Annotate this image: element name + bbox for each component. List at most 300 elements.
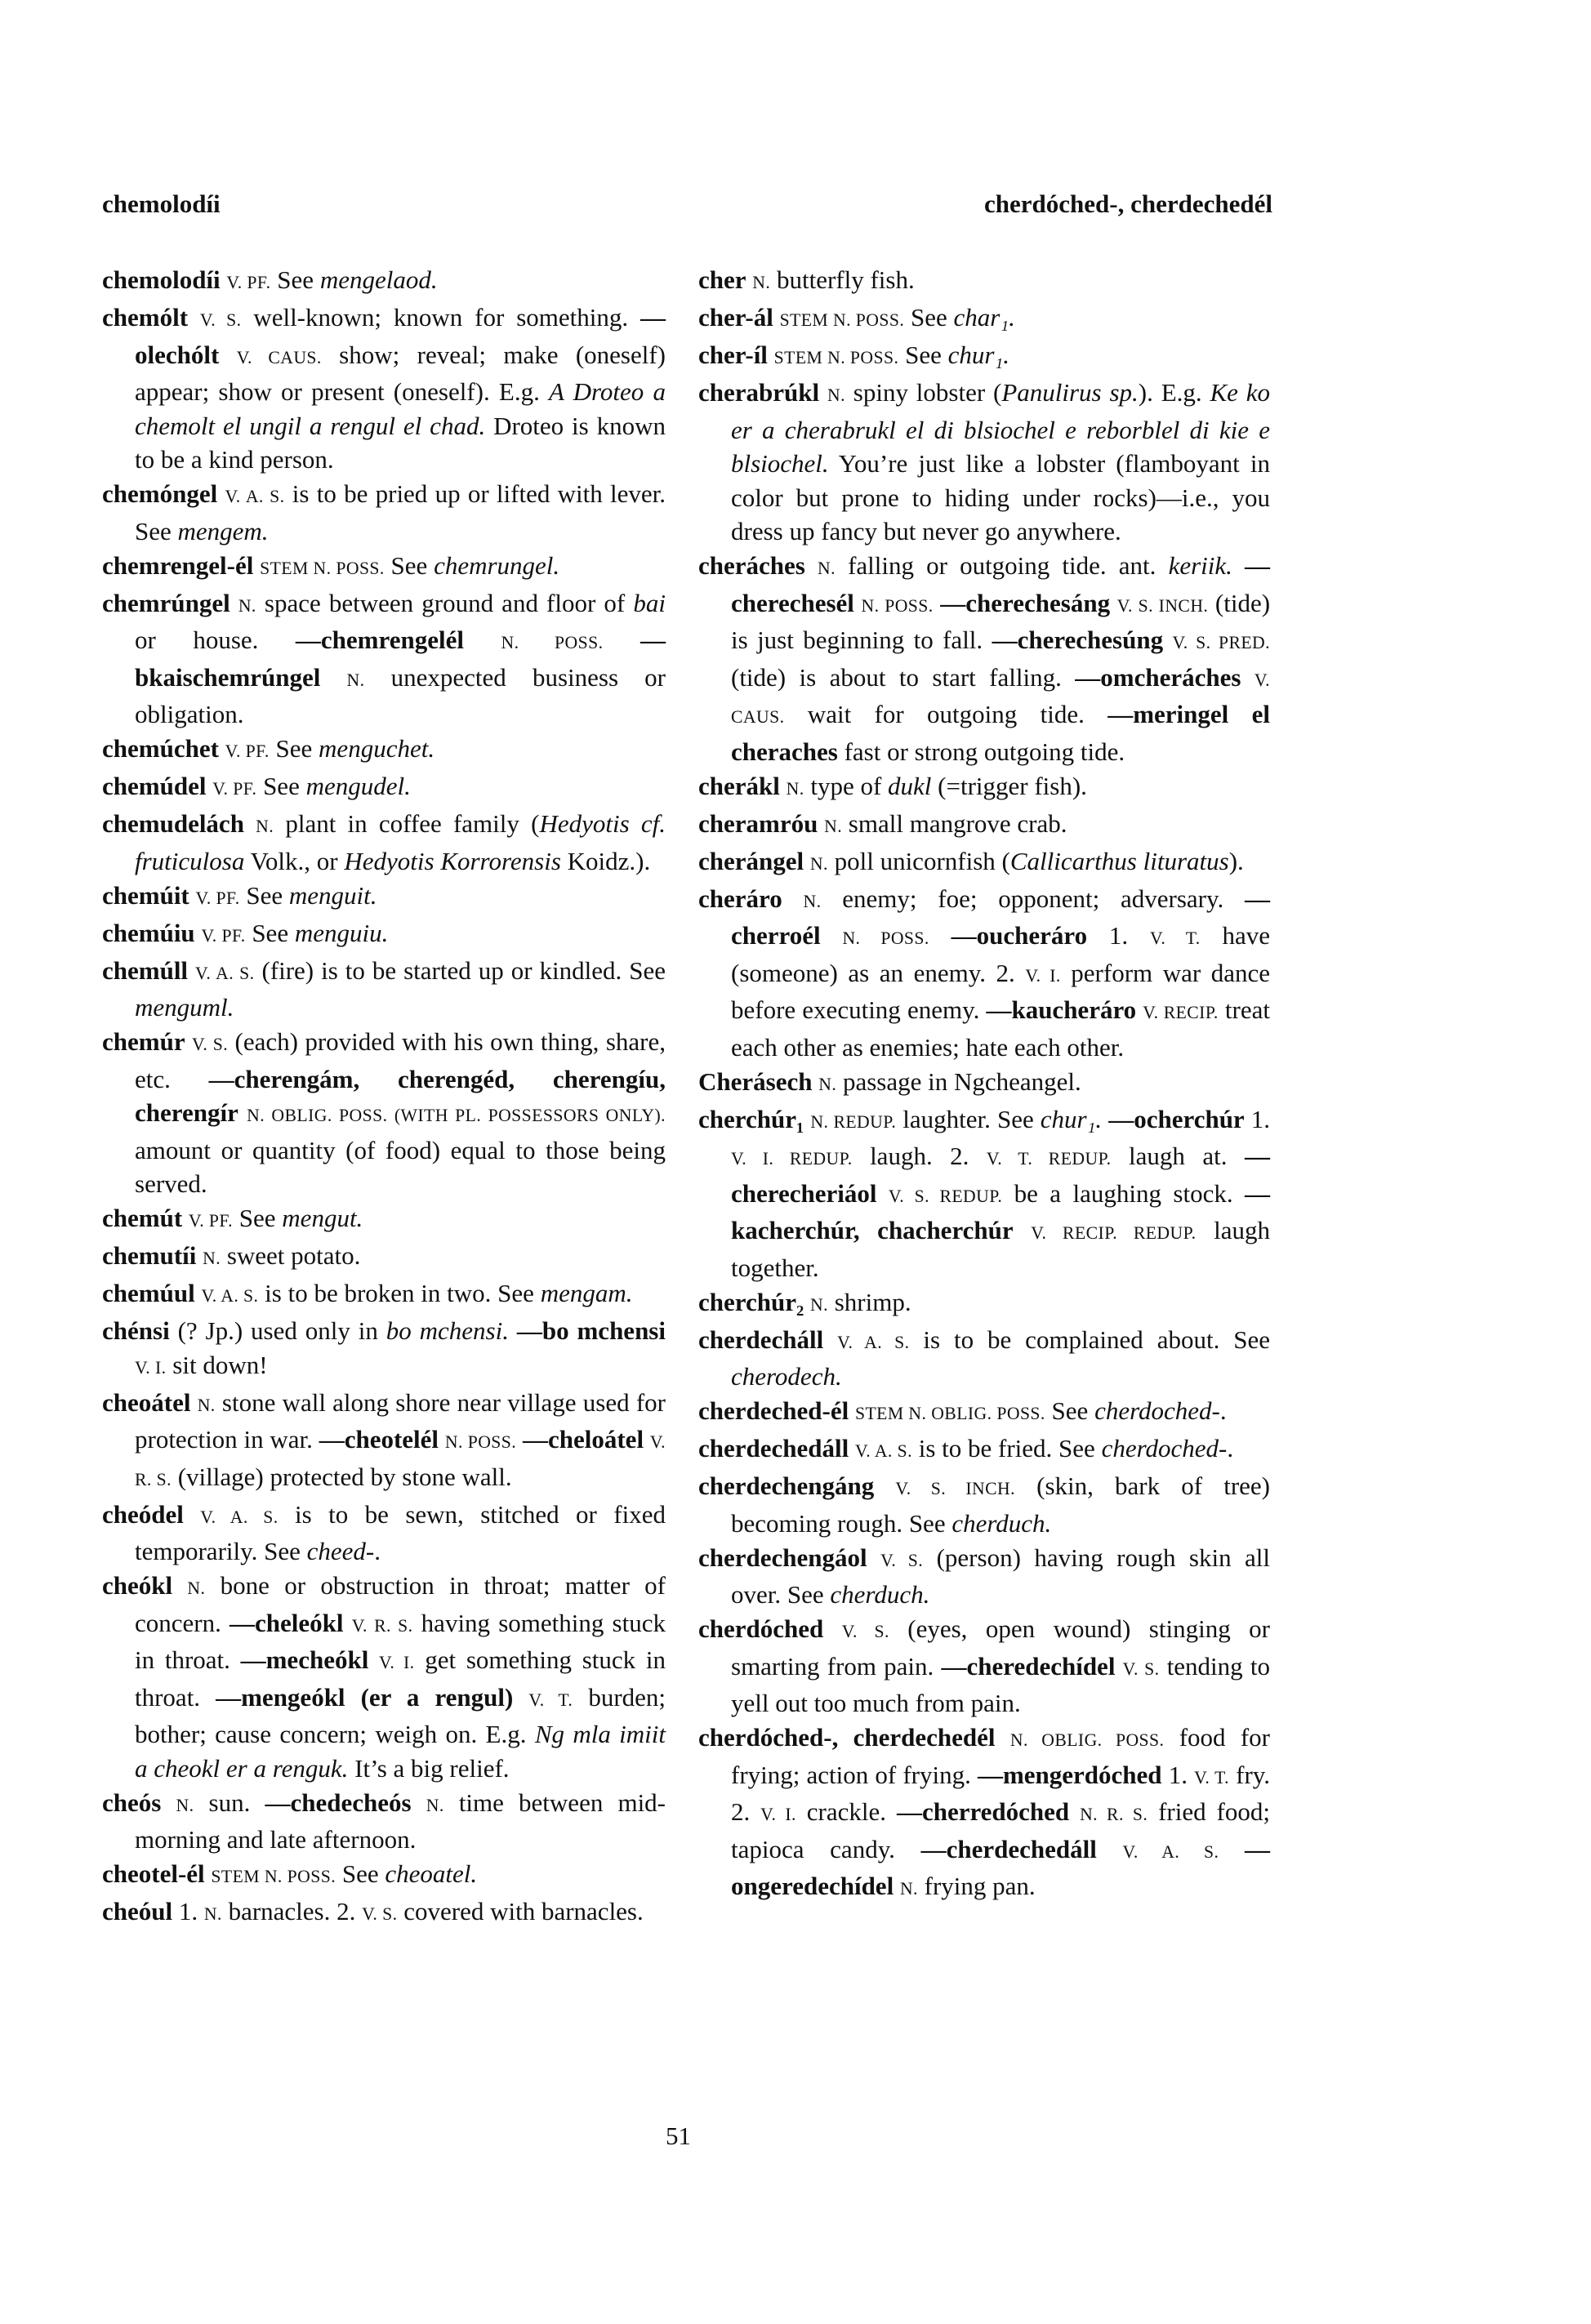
italic-text: Ke ko er a cherabrukl el di blsiochel e reborblel di kie e blsiochel. xyxy=(731,378,1271,478)
definition-text: You’re just like a lobster (flamboyant in color but prone to hiding under rocks)—i.e., you dress up fancy but never go anywhere. xyxy=(731,449,1270,545)
headword: chemúchet xyxy=(102,734,219,763)
definition-text: get something stuck in throat. xyxy=(135,1645,666,1712)
italic-text: cherdoched- xyxy=(1101,1434,1228,1463)
definition-text: have (someone) as an enemy. 2. xyxy=(731,921,1271,987)
definition-text: . xyxy=(374,1537,381,1565)
definition-text xyxy=(1097,1835,1123,1863)
definition-text xyxy=(876,1179,888,1208)
grammar-label: V. T. xyxy=(528,1690,573,1710)
headword: cherdóched-, cherdechedél xyxy=(698,1723,996,1752)
running-header-left: chemolodíi xyxy=(102,189,221,218)
headword: chemóngel xyxy=(102,479,218,508)
headword: chemolodíi xyxy=(102,265,221,294)
definition-text: burden; bother; cause concern; weigh on. E.g. xyxy=(135,1682,666,1748)
headword: —kacherchúr, chacherchúr xyxy=(731,1178,1271,1244)
definition-text xyxy=(894,1872,900,1900)
definition-text: See xyxy=(336,1859,385,1888)
definition-text: Koidz.). xyxy=(560,846,651,875)
grammar-label: V. S. xyxy=(880,1550,924,1570)
dictionary-entry xyxy=(102,1276,666,1314)
italic-text: bo mchensi. xyxy=(385,1316,509,1345)
headword: chemrengel-él xyxy=(102,550,254,580)
headword: —bkaischemrúngel xyxy=(135,626,666,692)
definition-text: See xyxy=(384,550,435,580)
definition-text: See xyxy=(904,303,954,332)
headword: chemút xyxy=(102,1204,183,1232)
grammar-label: V. A. S. xyxy=(855,1441,912,1461)
headword: cheotel-él xyxy=(102,1859,205,1888)
grammar-label: V. I. xyxy=(379,1653,415,1672)
right-column xyxy=(698,263,1270,1907)
headword: cheramróu xyxy=(698,808,818,838)
grammar-label: V. S. INCH. xyxy=(895,1479,1016,1498)
definition-text xyxy=(929,921,951,950)
headword: —kaucheráro xyxy=(986,995,1137,1024)
dictionary-entry xyxy=(698,1469,1270,1540)
definition-text: fast or strong outgoing tide. xyxy=(837,737,1125,766)
dictionary-entry xyxy=(698,882,1270,1065)
grammar-label: V. S. xyxy=(192,1035,229,1054)
grammar-label: N. POSS. xyxy=(501,633,604,652)
grammar-label: V. PF. xyxy=(188,1211,234,1231)
definition-text: 1. xyxy=(1161,1760,1195,1789)
definition-text xyxy=(849,1434,855,1463)
dictionary-entry xyxy=(698,769,1270,807)
grammar-label: V. PF. xyxy=(226,273,271,292)
headword: chénsi xyxy=(102,1316,170,1345)
headword: —cherroél xyxy=(731,884,1270,950)
definition-text: Droteo is known to be a kind person. xyxy=(135,411,666,474)
definition-text xyxy=(230,589,238,617)
headword: —olechólt xyxy=(135,303,666,369)
definition-text xyxy=(867,1543,880,1572)
definition-text xyxy=(190,1388,197,1417)
headword: cherángel xyxy=(698,846,804,875)
definition-text: spiny lobster ( xyxy=(845,378,1002,407)
italic-text: mengudel. xyxy=(305,772,411,800)
dictionary-entry xyxy=(698,549,1270,768)
dictionary-entry xyxy=(698,1612,1270,1721)
italic-text: Hedyotis cf. fruticulosa xyxy=(135,809,666,875)
definition-text xyxy=(1163,626,1172,654)
italic-text: mengelaod. xyxy=(319,265,438,294)
definition-text xyxy=(1232,551,1245,580)
grammar-label: V. T. xyxy=(1150,928,1201,948)
headword: —cheotelél xyxy=(319,1425,439,1454)
definition-text: covered with barnacles. xyxy=(397,1897,644,1926)
headword: cheóul xyxy=(102,1897,173,1926)
definition-text: enemy; foe; opponent; adversary. xyxy=(821,884,1245,913)
dictionary-entry xyxy=(698,807,1270,844)
dictionary-entry xyxy=(698,338,1270,376)
headword: —mengerdóched xyxy=(977,1760,1162,1789)
definition-text: treat each other as enemies; hate each other. xyxy=(731,995,1270,1062)
headword: —mengeókl (er a rengul) xyxy=(216,1682,514,1712)
definition-text: unexpected business or obligation. xyxy=(135,662,666,728)
headword: Cherásech xyxy=(698,1066,813,1096)
grammar-label: V. A. S. xyxy=(201,1286,259,1306)
grammar-label: V. A. S. xyxy=(225,487,285,506)
dictionary-entry xyxy=(698,376,1270,549)
headword: —omcheráches xyxy=(1075,662,1241,692)
italic-text: menguml. xyxy=(135,993,234,1022)
definition-text xyxy=(188,956,195,985)
italic-text: cherduch. xyxy=(830,1580,930,1609)
grammar-label: V. I. xyxy=(1025,965,1061,986)
italic-text: dukl xyxy=(888,771,932,800)
definition-text: perform war dance before executing enemy. xyxy=(731,958,1271,1024)
definition-text xyxy=(644,1425,650,1454)
definition-text: See xyxy=(270,265,320,294)
definition-text xyxy=(184,1500,200,1529)
definition-text xyxy=(189,881,196,910)
definition-text xyxy=(819,378,827,407)
dictionary-entry xyxy=(102,1894,666,1932)
grammar-label: N. POSS. xyxy=(842,928,929,948)
italic-text: cherodech. xyxy=(731,1362,842,1391)
grammar-label: N. xyxy=(238,595,256,616)
headword: —chedecheós xyxy=(265,1788,412,1817)
dictionary-entry xyxy=(102,1239,666,1276)
headword: chemúiu xyxy=(102,918,195,947)
italic-text: Panulirus sp. xyxy=(1001,378,1139,407)
headword: cherdeched-él xyxy=(698,1396,849,1425)
definition-text: having something stuck in throat. xyxy=(135,1608,666,1674)
grammar-label: N. xyxy=(256,817,274,836)
definition-text xyxy=(1069,1797,1080,1826)
grammar-label: V. RECIP. xyxy=(1143,1003,1219,1022)
grammar-label: V. S. xyxy=(1122,1658,1160,1679)
grammar-label: V. S. xyxy=(841,1622,889,1641)
definition-text: It’s a big relief. xyxy=(348,1753,510,1783)
headword: chemúr xyxy=(102,1027,185,1056)
grammar-label: N. POSS. xyxy=(444,1432,517,1452)
definition-text: . xyxy=(1227,1434,1234,1463)
grammar-label: V. A. S. xyxy=(1122,1841,1219,1862)
headword: —bo mchensi xyxy=(516,1316,666,1345)
definition-text: well-known; known for something. xyxy=(241,303,640,332)
grammar-label: N. xyxy=(426,1795,444,1815)
grammar-label: V. CAUS. xyxy=(236,347,322,367)
grammar-label: N. xyxy=(187,1578,206,1598)
grammar-label: N. R. S. xyxy=(1080,1805,1148,1824)
definition-text xyxy=(805,551,818,580)
definition-text: fried food; tapioca candy. xyxy=(731,1797,1270,1863)
definition-text xyxy=(854,589,862,617)
definition-text: ). xyxy=(1228,846,1244,875)
headword: cherdóched xyxy=(698,1614,824,1643)
italic-text: Ng mla imiit a cheokl er a renguk. xyxy=(135,1720,666,1783)
definition-text: laugh. 2. xyxy=(852,1142,987,1170)
definition-text xyxy=(780,772,787,800)
dictionary-entry xyxy=(698,1541,1270,1612)
definition-text: is to be broken in two. See xyxy=(258,1279,541,1307)
definition-text: bone or obstruction in throat; matter of concern. xyxy=(135,1571,666,1637)
grammar-label: STEM N. POSS. xyxy=(260,558,385,578)
definition-text xyxy=(219,734,225,763)
definition-text: shrimp. xyxy=(827,1287,911,1316)
definition-text xyxy=(823,1325,837,1354)
headword: cherdechedáll xyxy=(698,1434,849,1463)
grammar-label: STEM N. POSS. xyxy=(779,310,905,330)
definition-text xyxy=(773,303,780,332)
definition-text: (? Jp.) used only in xyxy=(169,1316,386,1345)
definition-text: See xyxy=(256,772,306,800)
dictionary-entry xyxy=(102,1314,666,1385)
grammar-label: N. xyxy=(810,1294,828,1315)
grammar-label: N. xyxy=(824,816,843,836)
grammar-label: V. T. REDUP. xyxy=(986,1149,1112,1169)
definition-text xyxy=(516,1425,523,1454)
definition-text xyxy=(996,1723,1010,1752)
headword: —cherechesél xyxy=(731,551,1271,617)
dictionary-entry xyxy=(102,879,666,916)
dictionary-entry xyxy=(102,732,666,769)
definition-text xyxy=(804,1288,810,1316)
headword: —cheloátel xyxy=(522,1425,644,1454)
grammar-label: STEM N. POSS. xyxy=(773,348,899,367)
headword: cheoátel xyxy=(102,1387,191,1417)
headword: cherchúr₂ xyxy=(698,1287,804,1316)
grammar-label: N. xyxy=(818,1074,837,1094)
grammar-label: N. OBLIG. POSS. (WITH PL. POSSESSORS ONLY). xyxy=(247,1106,666,1125)
definition-text xyxy=(1241,663,1254,692)
definition-text xyxy=(161,1788,176,1817)
definition-text: plant in coffee family ( xyxy=(274,809,540,838)
headword: cherdechengáol xyxy=(698,1543,867,1572)
definition-text xyxy=(412,1788,426,1817)
headword: cheókl xyxy=(102,1571,173,1600)
dictionary-entry xyxy=(698,1394,1270,1431)
grammar-label: N. xyxy=(809,853,828,874)
grammar-label: V. A. S. xyxy=(195,963,255,983)
grammar-label: N. xyxy=(899,1879,918,1899)
definition-text: butterfly fish. xyxy=(770,265,915,294)
definition-text xyxy=(1219,1835,1245,1863)
headword: chemúll xyxy=(102,955,189,985)
definition-text: or house. xyxy=(135,626,296,654)
grammar-label: V. PF. xyxy=(195,888,240,908)
running-header-right: cherdóched-, cherdechedél xyxy=(984,189,1272,218)
grammar-label: V. S. INCH. xyxy=(1116,595,1209,616)
definition-text: is to be pried up or lifted with lever. See xyxy=(135,479,666,545)
definition-text: 1. xyxy=(1244,1104,1271,1133)
definition-text: poll unicornfish ( xyxy=(827,846,1010,875)
definition-text: sweet potato. xyxy=(221,1241,361,1270)
grammar-label: V. I. xyxy=(760,1805,796,1824)
headword: —cherechesúng xyxy=(992,626,1164,654)
definition-text xyxy=(513,1683,528,1712)
italic-text: menguchet. xyxy=(319,734,435,763)
definition-text: 1. xyxy=(1087,921,1151,950)
definition-text xyxy=(182,1204,189,1232)
definition-text: See xyxy=(1045,1396,1095,1425)
definition-text: small mangrove crab. xyxy=(842,808,1067,838)
headword: cherdechengáng xyxy=(698,1471,875,1500)
definition-text xyxy=(509,1316,517,1345)
grammar-label: STEM N. OBLIG. POSS. xyxy=(854,1404,1045,1423)
definition-text xyxy=(196,1241,203,1270)
definition-text xyxy=(344,1609,352,1637)
italic-text: cherdoched- xyxy=(1094,1396,1220,1425)
headword: —meringel el cheraches xyxy=(731,700,1270,766)
dictionary-entry xyxy=(102,1569,666,1785)
grammar-label: V. S. xyxy=(362,1904,398,1924)
italic-text: chemrungel. xyxy=(434,550,560,580)
grammar-label: V. R. S. xyxy=(135,1432,666,1489)
headword: chemólt xyxy=(102,303,189,332)
definition-text: sun. xyxy=(194,1788,265,1817)
italic-text: chur₁. xyxy=(1040,1104,1103,1133)
headword: chemúul xyxy=(102,1279,195,1307)
definition-text: See xyxy=(245,918,295,947)
grammar-label: N. REDUP. xyxy=(810,1111,897,1132)
definition-text: frying pan. xyxy=(917,1872,1036,1900)
headword: cher-íl xyxy=(698,341,768,369)
definition-text: show; reveal; make (oneself) appear; show or present (oneself). E.g. xyxy=(135,340,666,406)
headword: —cherredóched xyxy=(896,1797,1070,1826)
definition-text xyxy=(804,847,810,875)
headword: —cheleókl xyxy=(230,1608,344,1637)
grammar-label: N. xyxy=(752,273,771,292)
dictionary-entry xyxy=(698,263,1270,301)
headword: cheráro xyxy=(698,884,782,913)
definition-text xyxy=(1014,1216,1032,1244)
grammar-label: V. A. S. xyxy=(837,1332,910,1352)
dictionary-entry xyxy=(102,1498,666,1569)
definition-text: wait for outgoing tide. xyxy=(784,700,1108,728)
grammar-label: N. xyxy=(786,778,804,799)
grammar-label: V. RECIP. REDUP. xyxy=(1031,1223,1197,1243)
dictionary-entry xyxy=(102,1386,666,1498)
definition-text xyxy=(320,663,346,692)
dictionary-entry xyxy=(102,1857,666,1894)
definition-text xyxy=(768,341,774,369)
dictionary-entry xyxy=(102,1201,666,1239)
definition-text: See xyxy=(269,734,319,763)
grammar-label: N. POSS. xyxy=(861,595,934,616)
italic-text: cheed- xyxy=(306,1537,375,1565)
definition-text: sit down! xyxy=(166,1350,268,1379)
grammar-label: V. S. REDUP. xyxy=(888,1186,1003,1206)
definition-text: See xyxy=(233,1204,283,1232)
dictionary-entry xyxy=(102,301,666,477)
headword: cher-ál xyxy=(698,303,773,332)
grammar-label: N. OBLIG. POSS. xyxy=(1009,1730,1165,1750)
grammar-label: V. CAUS. xyxy=(731,670,1270,727)
definition-text xyxy=(1110,589,1117,617)
dictionary-entry xyxy=(102,916,666,954)
definition-text xyxy=(849,1396,855,1425)
italic-text: menguiu. xyxy=(294,918,389,947)
grammar-label: N. xyxy=(203,1249,221,1268)
italic-text: mengam. xyxy=(540,1279,633,1307)
headword: —cheredechídel xyxy=(941,1651,1116,1681)
italic-text: A Droteo a chemolt el ungil a rengul el chad. xyxy=(135,377,666,440)
definition-text xyxy=(238,1098,247,1127)
dictionary-entry xyxy=(698,1102,1270,1285)
headword: chemúdel xyxy=(102,772,207,800)
dictionary-entry xyxy=(102,1786,666,1857)
definition-text xyxy=(603,626,640,654)
definition-text: is to be sewn, stitched or fixed temporarily. See xyxy=(135,1499,666,1565)
grammar-label: V. S. xyxy=(199,310,242,330)
grammar-label: N. xyxy=(203,1904,222,1924)
definition-text: amount or quantity (of food) equal to those being served. xyxy=(135,1135,666,1198)
definition-text: . xyxy=(1219,1396,1227,1425)
italic-text: Callicarthus lituratus xyxy=(1009,846,1229,875)
headword: —oucheráro xyxy=(951,921,1088,950)
headword: —ocherchúr xyxy=(1108,1104,1245,1133)
dictionary-entry xyxy=(102,263,666,301)
definition-text: crackle. xyxy=(796,1797,897,1826)
definition-text: See xyxy=(898,341,948,369)
dictionary-entry xyxy=(698,1721,1270,1907)
definition-text: (tide) is about to start falling. xyxy=(731,662,1076,692)
headword: chemúit xyxy=(102,880,189,910)
headword: cherákl xyxy=(698,771,780,800)
definition-text xyxy=(823,1614,841,1643)
definition-text xyxy=(934,589,941,617)
dictionary-entry xyxy=(698,301,1270,338)
italic-text: bai xyxy=(633,588,666,617)
definition-text: is to be complained about. See xyxy=(909,1325,1271,1354)
definition-text: laughter. See xyxy=(896,1104,1041,1133)
definition-text: See xyxy=(239,880,289,910)
definition-text: (=trigger fish). xyxy=(931,771,1087,800)
headword: —cherecheriáol xyxy=(731,1142,1270,1208)
grammar-label: N. xyxy=(827,385,845,405)
dictionary-entry xyxy=(698,1323,1270,1394)
grammar-label: V. R. S. xyxy=(351,1615,413,1636)
definition-text xyxy=(219,341,236,369)
definition-text xyxy=(185,1027,192,1056)
headword: chemudelách xyxy=(102,809,244,838)
grammar-label: V. PF. xyxy=(201,925,246,946)
dictionary-entry xyxy=(102,1025,666,1201)
italic-text: cherduch. xyxy=(951,1508,1052,1538)
definition-text xyxy=(874,1471,895,1500)
dictionary-entry xyxy=(102,477,666,548)
headword: —cherdechedáll xyxy=(920,1834,1097,1863)
italic-text: cheoatel. xyxy=(385,1859,478,1888)
headword: chemrúngel xyxy=(102,588,230,617)
definition-text xyxy=(172,1571,187,1600)
definition-text xyxy=(439,1425,445,1454)
dictionary-entry xyxy=(698,1065,1270,1102)
grammar-label: V. A. S. xyxy=(200,1507,279,1527)
definition-text: (person) having rough skin all over. See xyxy=(731,1543,1271,1609)
definition-text: (tide) is just beginning to fall. xyxy=(731,588,1271,654)
definition-text xyxy=(1115,1652,1122,1681)
headword: cherdecháll xyxy=(698,1325,824,1354)
definition-text xyxy=(464,626,501,654)
definition-text: (skin, bark of tree) becoming rough. See xyxy=(731,1471,1271,1538)
grammar-label: N. xyxy=(803,891,822,911)
definition-text: time between mid-morning and late afternoon. xyxy=(135,1788,666,1854)
grammar-label: N. xyxy=(346,670,365,690)
definition-text: stone wall along shore near village used for protection in war. xyxy=(135,1387,666,1454)
definition-text xyxy=(253,551,260,580)
headword: —mecheókl xyxy=(240,1645,369,1674)
definition-text: is to be fried. See xyxy=(911,1434,1102,1463)
grammar-label: V. T. xyxy=(1194,1767,1230,1788)
italic-text: mengem. xyxy=(177,516,269,545)
headword: —ongeredechídel xyxy=(731,1834,1270,1900)
grammar-label: V. PF. xyxy=(212,779,257,799)
headword: cheráches xyxy=(698,551,805,580)
headword: cherchúr₁ xyxy=(698,1104,804,1133)
